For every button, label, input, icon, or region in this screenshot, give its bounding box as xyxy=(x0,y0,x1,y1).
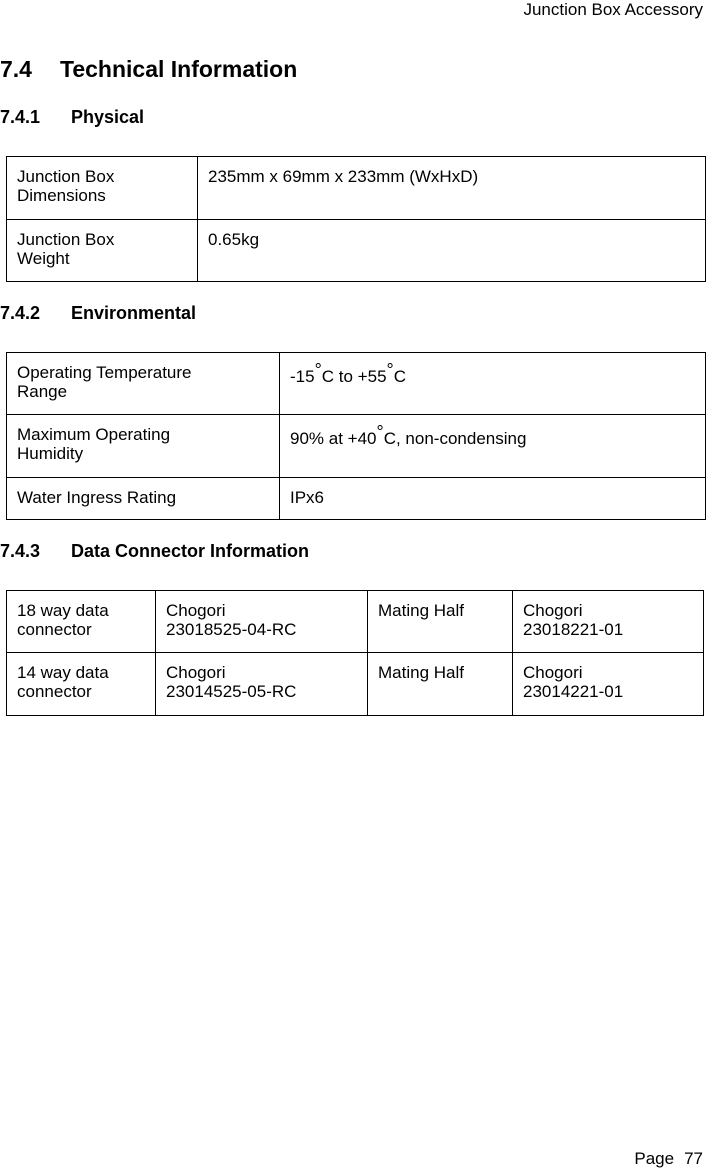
spec-value: 0.65kg xyxy=(198,220,706,282)
spec-label xyxy=(7,220,198,282)
value-part: C to +55 xyxy=(321,367,387,386)
cell-line: Chogori xyxy=(523,663,583,682)
value-part: 90% at +40 xyxy=(290,429,377,448)
spec-label xyxy=(7,157,198,220)
label-line: Weight xyxy=(17,249,70,268)
cell-line: 23014221-01 xyxy=(523,682,624,701)
section-title: Technical Information xyxy=(60,56,298,82)
degree-symbol: ° xyxy=(314,360,322,381)
mating-label: Mating Half xyxy=(368,591,513,653)
data-connector-heading xyxy=(0,540,309,562)
section-heading xyxy=(0,55,297,83)
value-part: C xyxy=(393,367,407,386)
spec-value xyxy=(280,415,706,478)
label-line: Operating Temperature xyxy=(17,363,192,382)
table-row xyxy=(7,415,706,478)
spec-value: 235mm x 69mm x 233mm (WxHxD) xyxy=(198,157,706,220)
cell-line: 18 way data xyxy=(17,601,109,620)
value-part: C, non-condensing xyxy=(383,429,527,448)
table-row xyxy=(7,653,704,716)
running-header: Junction Box Accessory xyxy=(523,0,703,19)
cell-line: 14 way data xyxy=(17,663,109,682)
connector-part xyxy=(156,591,368,653)
connector-type xyxy=(7,653,156,716)
spec-value xyxy=(280,353,706,415)
physical-title: Physical xyxy=(71,107,145,127)
spec-value: IPx6 xyxy=(280,478,706,520)
cell-line: connector xyxy=(17,682,92,701)
label-line: Junction Box xyxy=(17,230,115,249)
table-row xyxy=(7,478,706,520)
table-row xyxy=(7,591,704,653)
spec-label: Water Ingress Rating xyxy=(7,478,280,520)
mating-label: Mating Half xyxy=(368,653,513,716)
page-footer xyxy=(634,1149,703,1169)
connector-type xyxy=(7,591,156,653)
table-row xyxy=(7,353,706,415)
degree-symbol: ° xyxy=(386,360,394,381)
environmental-number: 7.4.2 xyxy=(0,303,41,323)
page-label: Page xyxy=(634,1149,675,1168)
cell-line: 23018221-01 xyxy=(523,620,624,639)
label-line: Dimensions xyxy=(17,186,106,205)
connector-part xyxy=(156,653,368,716)
cell-line: 23018525-04-RC xyxy=(166,620,297,639)
cell-line: 23014525-05-RC xyxy=(166,682,297,701)
label-line: Junction Box xyxy=(17,167,115,186)
label-line: Range xyxy=(17,382,68,401)
spec-label xyxy=(7,353,280,415)
degree-symbol: ° xyxy=(376,422,384,443)
physical-heading xyxy=(0,106,144,128)
mating-part xyxy=(513,591,704,653)
physical-number: 7.4.1 xyxy=(0,107,41,127)
environmental-heading xyxy=(0,302,196,324)
environmental-table xyxy=(6,352,706,520)
environmental-title: Environmental xyxy=(71,303,197,323)
table-row xyxy=(7,157,706,220)
physical-table xyxy=(6,156,706,282)
spec-label xyxy=(7,415,280,478)
mating-part xyxy=(513,653,704,716)
label-line: Humidity xyxy=(17,444,84,463)
cell-line: Chogori xyxy=(166,601,226,620)
value-part: -15 xyxy=(290,367,315,386)
cell-line: Chogori xyxy=(523,601,583,620)
cell-line: connector xyxy=(17,620,92,639)
data-connector-table xyxy=(6,590,704,716)
data-connector-number: 7.4.3 xyxy=(0,541,41,561)
section-number: 7.4 xyxy=(0,56,32,82)
cell-line: Chogori xyxy=(166,663,226,682)
page-number: 77 xyxy=(684,1149,703,1168)
table-row xyxy=(7,220,706,282)
label-line: Maximum Operating xyxy=(17,425,171,444)
data-connector-title: Data Connector Information xyxy=(71,541,310,561)
